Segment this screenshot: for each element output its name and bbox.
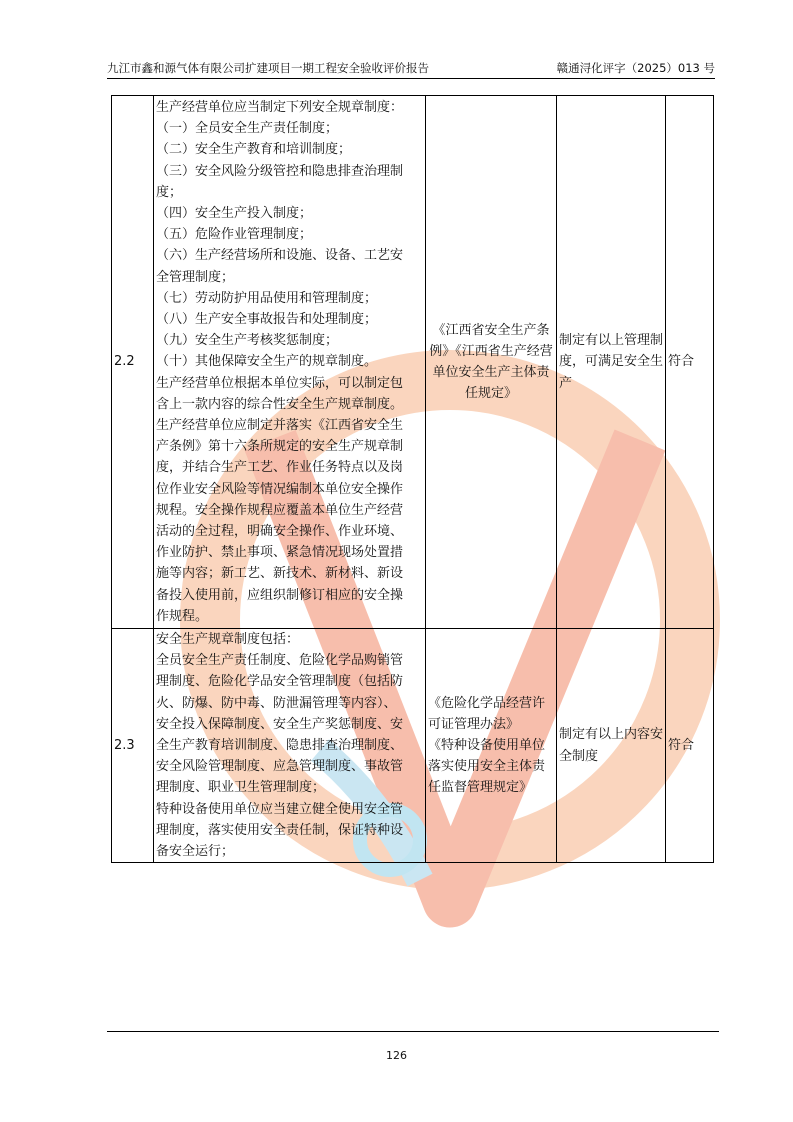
page-number: 126 <box>386 1049 407 1062</box>
conclusion: 符合 <box>666 629 714 863</box>
table-row <box>112 96 714 629</box>
report-title: 九江市鑫和源气体有限公司扩建项目一期工程安全验收评价报告 <box>107 61 429 75</box>
evaluation-table <box>111 95 714 863</box>
footer-divider <box>107 1031 719 1032</box>
item-number: 2.2 <box>112 96 154 629</box>
conclusion: 符合 <box>666 96 714 629</box>
requirement-content: 生产经营单位应当制定下列安全规章制度： （一）全员安全生产责任制度； （二）安全生产教育和培训制度； （三）安全风险分级管控和隐患排查治理制 度； （四）安全生产投入制度； （五）危险作业管理制度； （六）生产经营场所和设施、设备、工艺安 全管理制度； （七）劳动防护用品使用和管理制度； （八）生产安全事故报告和处理制度； （九）安全生产考核奖惩制度； （十）其他保障安全生产的规章制度。 生产经营单位根据本单位实际，可以制定包 含上一款内容的综合性安全生产规章制度。 生产经营单位应制定并落实《江西省安全生 产条例》第十六条所规定的安全生产规章制 度，并结合生产工艺、作业任务特点以及岗 位作业安全风险等情况编制本单位安全操作 规程。安全操作规程应覆盖本单位生产经营 活动的全过程，明确安全操作、作业环境、 作业防护、禁止事项、紧急情况现场处置措 施等内容；新工艺、新技术、新材料、新设 备投入使用前，应组织制修订相应的安全操 作规程。 <box>154 96 426 629</box>
requirement-content: 安全生产规章制度包括： 全员安全生产责任制度、危险化学品购销管 理制度、危险化学品安全管理制度（包括防 火、防爆、防中毒、防泄漏管理等内容）、 安全投入保障制度、安全生产奖惩制度、安 全生产教育培训制度、隐患排查治理制度、 安全风险管理制度、应急管理制度、事故管 理制度、职业卫生管理制度； 特种设备使用单位应当建立健全使用安全管 理制度，落实使用安全责任制，保证特种设 备安全运行； <box>154 629 426 863</box>
legal-basis: 《江西省安全生产条例》《江西省生产经营单位安全生产主体责任规定》 <box>426 96 557 629</box>
item-number: 2.3 <box>112 629 154 863</box>
document-number: 赣通浔化评字（2025）013 号 <box>556 61 715 75</box>
legal-basis: 《危险化学品经营许可证管理办法》 《特种设备使用单位落实使用安全主体责任监督管理规定》 <box>426 629 557 863</box>
page-header <box>107 60 715 79</box>
table-row <box>112 629 714 863</box>
inspection-result: 制定有以上管理制度，可满足安全生产 <box>557 96 666 629</box>
inspection-result: 制定有以上内容安全制度 <box>557 629 666 863</box>
